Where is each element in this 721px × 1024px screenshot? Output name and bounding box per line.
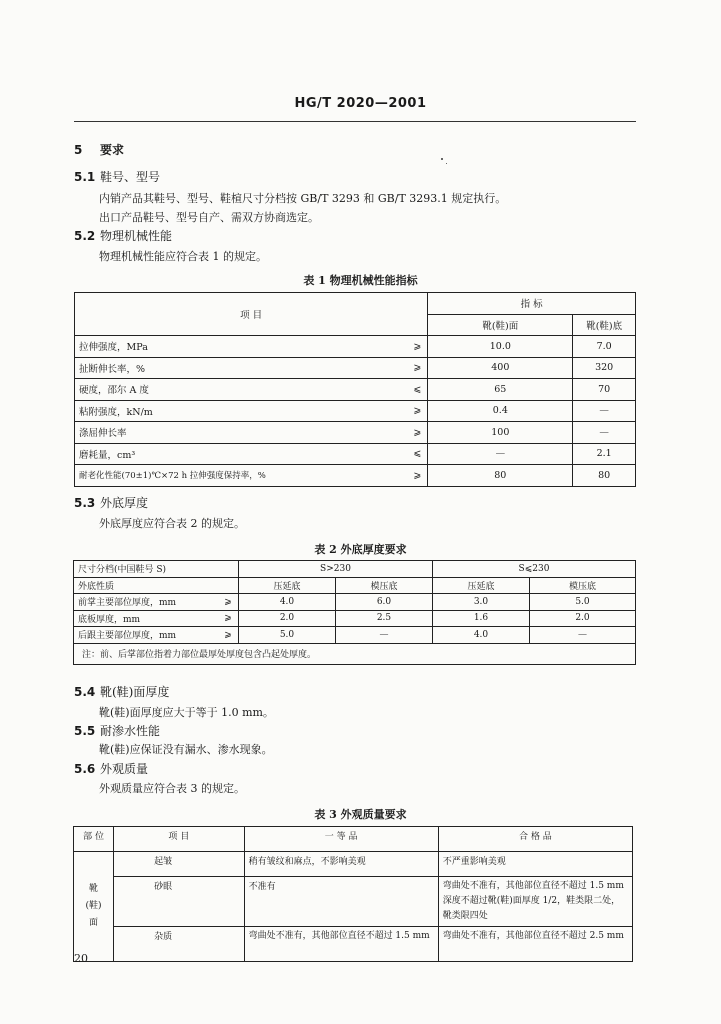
section-title: 靴(鞋)面厚度 [100,685,170,699]
section-title: 外观质量 [100,762,149,776]
table-row [74,927,633,962]
row-value: 1.6 [433,610,530,627]
row-upper: 10.0 [428,336,573,358]
table-row [75,400,636,422]
row-item: 粘附强度，kN/m [75,400,408,422]
header-item: 项 目 [114,827,245,852]
row-item: 涤屈伸长率 [75,422,408,444]
table-row [74,877,633,927]
row-upper: — [428,443,573,465]
row-qualified: 不严重影响美观 [438,852,632,877]
paragraph: 靴(鞋)面厚度应大于等于 1.0 mm。 [99,706,274,719]
section-number: 5.1 [74,170,96,184]
scan-speck [441,158,443,160]
row-value: 2.0 [530,610,636,627]
row-value: 2.5 [336,610,433,627]
header-molded: 模压底 [530,577,636,594]
row-symbol: ⩾ [407,465,428,487]
header-index: 指 标 [428,293,636,315]
table-1 [74,292,636,487]
paragraph: 出口产品鞋号、型号自产、需双方协商选定。 [99,211,319,224]
row-symbol: ⩾ [407,400,428,422]
table-row [74,610,636,627]
section-number: 5.5 [74,724,96,738]
section-5-5-heading [74,722,160,739]
row-value: — [530,627,636,644]
header-size: 尺寸分档(中国鞋号 S) [74,561,239,578]
table-2-caption: 表 2 外底厚度要求 [314,543,407,556]
section-number: 5.4 [74,685,96,699]
section-title: 要求 [100,143,125,157]
row-symbol: ⩽ [407,379,428,401]
scan-speck [446,163,447,164]
paragraph: 外观质量应符合表 3 的规定。 [99,782,245,795]
header-first-grade: 一 等 品 [244,827,438,852]
row-item: 磨耗量，cm³ [75,443,408,465]
row-symbol: ⩾ [218,627,239,644]
table-row [75,465,636,487]
row-sole: — [573,422,636,444]
table-row [74,852,633,877]
header-calendered: 压延底 [433,577,530,594]
table-row [75,379,636,401]
row-upper: 400 [428,357,573,379]
row-item: 砂眼 [114,877,245,927]
row-item: 前掌主要部位厚度，mm [74,594,219,611]
header-sole: 靴(鞋)底 [573,314,636,336]
table-row [74,594,636,611]
row-sole: — [573,400,636,422]
section-5-heading [74,141,124,158]
standard-code-header: HG/T 2020—2001 [294,96,427,111]
row-item: 拉伸强度，MPa [75,336,408,358]
row-first-grade: 稍有皱纹和麻点，不影响美观 [244,852,438,877]
section-number: 5.2 [74,229,96,243]
row-value: 2.0 [239,610,336,627]
header-le-230: S⩽230 [433,561,636,578]
header-calendered: 压延底 [239,577,336,594]
row-symbol: ⩾ [407,357,428,379]
row-value: 4.0 [239,594,336,611]
paragraph: 物理机械性能应符合表 1 的规定。 [99,250,267,263]
section-title: 鞋号、型号 [100,170,161,184]
section-number: 5.6 [74,762,96,776]
row-value: 5.0 [239,627,336,644]
page-number: 20 [74,952,88,965]
section-5-6-heading [74,760,148,777]
header-type: 外底性质 [74,577,239,594]
section-5-1-heading [74,168,160,185]
row-value: 5.0 [530,594,636,611]
section-title: 耐渗水性能 [100,724,161,738]
header-part: 部 位 [74,827,114,852]
header-upper: 靴(鞋)面 [428,314,573,336]
row-item: 底板厚度，mm [74,610,219,627]
row-sole: 7.0 [573,336,636,358]
table-1-caption: 表 1 物理机械性能指标 [303,274,418,287]
header-item: 项 目 [75,293,428,336]
table-row [75,422,636,444]
row-item: 杂质 [114,927,245,962]
section-title: 物理机械性能 [100,229,173,243]
row-upper: 0.4 [428,400,573,422]
row-qualified: 弯曲处不准有，其他部位直径不超过 2.5 mm [438,927,632,962]
row-symbol: ⩽ [407,443,428,465]
section-5-3-heading [74,494,148,511]
header-molded: 模压底 [336,577,433,594]
table-row [75,336,636,358]
row-symbol: ⩾ [407,336,428,358]
row-item: 耐老化性能(70±1)℃×72 h 拉伸强度保持率，% [75,465,408,487]
row-upper: 65 [428,379,573,401]
row-sole: 2.1 [573,443,636,465]
row-item: 扯断伸长率，% [75,357,408,379]
table-3-caption: 表 3 外观质量要求 [314,808,407,821]
row-upper: 80 [428,465,573,487]
section-number: 5 [74,143,83,157]
paragraph: 外底厚度应符合表 2 的规定。 [99,517,245,530]
paragraph: 内销产品其鞋号、型号、鞋楦尺寸分档按 GB/T 3293 和 GB/T 3293.1 规定执行。 [99,192,507,205]
table-row [75,357,636,379]
table-3 [73,826,633,962]
header-qualified: 合 格 品 [438,827,632,852]
row-symbol: ⩾ [407,422,428,444]
table-row [75,443,636,465]
row-upper: 100 [428,422,573,444]
table-row [74,627,636,644]
row-value: 3.0 [433,594,530,611]
row-value: 4.0 [433,627,530,644]
row-item: 起皱 [114,852,245,877]
row-sole: 70 [573,379,636,401]
row-sole: 320 [573,357,636,379]
row-first-grade: 不准有 [244,877,438,927]
row-item: 后跟主要部位厚度，mm [74,627,219,644]
table-2 [73,560,636,665]
row-sole: 80 [573,465,636,487]
table-2-note: 注：前、后掌部位指着力部位最厚处厚度包含凸起处厚度。 [74,643,636,664]
row-first-grade: 弯曲处不准有，其他部位直径不超过 1.5 mm [244,927,438,962]
row-symbol: ⩾ [218,594,239,611]
paragraph: 靴(鞋)应保证没有漏水、渗水现象。 [99,743,273,756]
section-title: 外底厚度 [100,496,149,510]
part-label: 靴 (鞋) 面 [74,852,114,962]
section-5-4-heading [74,683,169,700]
row-qualified: 弯曲处不准有，其他部位直径不超过 1.5 mm 深度不超过靴(鞋)面厚度 1/2，鞋类限二处，靴类限四处 [438,877,632,927]
row-item: 硬度，邵尔 A 度 [75,379,408,401]
row-symbol: ⩾ [218,610,239,627]
row-value: 6.0 [336,594,433,611]
header-gt-230: S>230 [239,561,433,578]
row-value: — [336,627,433,644]
header-rule [74,121,636,122]
section-number: 5.3 [74,496,96,510]
section-5-2-heading [74,227,172,244]
